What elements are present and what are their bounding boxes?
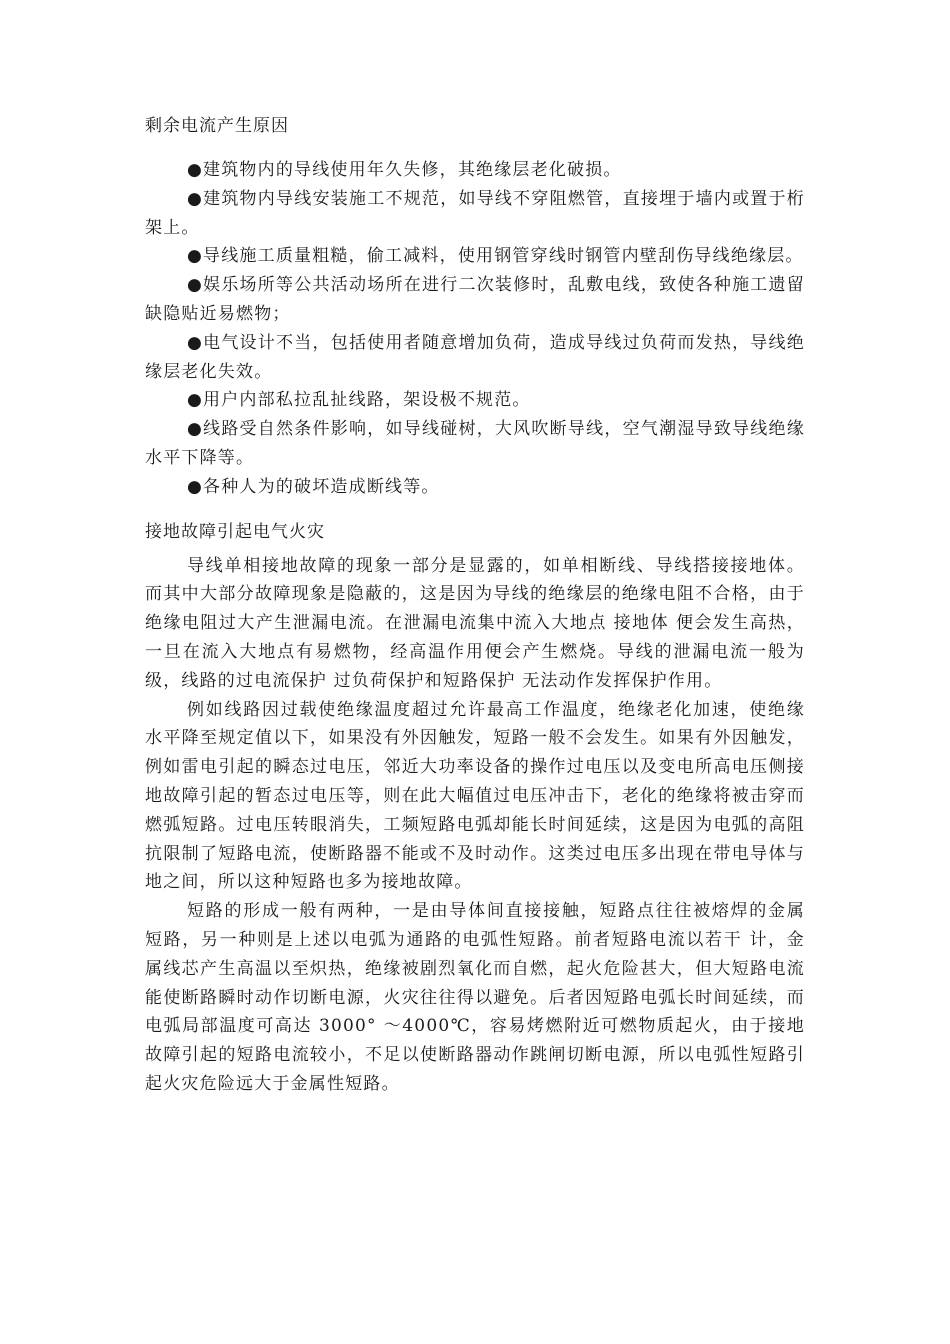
bullet-item: ●线路受自然条件影响，如导线碰树，大风吹断导线，空气潮湿导致导线绝缘水平下降等。 bbox=[145, 419, 805, 468]
section-title-ground-fault-fire: 接地故障引起电气火灾 bbox=[145, 521, 325, 542]
section-title-residual-current: 剩余电流产生原因 bbox=[145, 116, 289, 136]
bullet-item: ●娱乐场所等公共活动场所在进行二次装修时，乱敷电线，致使各种施工遗留缺隐贴近易燃物； bbox=[145, 275, 805, 324]
bullet-item: ●电气设计不当，包括使用者随意增加负荷，造成导线过负荷而发热，导线绝缘层老化失效。 bbox=[145, 332, 805, 382]
document-page bbox=[145, 112, 805, 1099]
body-text bbox=[145, 552, 805, 1099]
bullet-item: ●建筑物内的导线使用年久失修，其绝缘层老化破损。 bbox=[187, 160, 622, 180]
paragraph: 短路的形成一般有两种，一是由导体间直接接触，短路点往往被熔焊的金属短路，另一种则是上述以电弧为通路的电弧性短路。前者短路电流以若干 计，金属线芯产生高温以至炽热，绝缘被剧烈氧化而自燃，起火危险甚大，但大短路电流能使断路瞬时动作切断电源，火灾往往得以避免。后者因短路电弧长时间延续，而电弧局部温度可高达 3000° ～4000℃，容易烤燃附近可燃物质起火，由于接地故障引起的短路电流较小，不足以使断路器动作跳闸切断电源，所以电弧性短路引起火灾危险远大于金属性短路。 bbox=[145, 901, 805, 1094]
bullet-item: ●各种人为的破坏造成断线等。 bbox=[187, 476, 440, 497]
paragraph: 导线单相接地故障的现象一部分是显露的，如单相断线、导线搭接接地体。而其中大部分故障现象是隐蔽的，这是因为导线的绝缘层的绝缘电阻不合格，由于绝缘电阻过大产生泄漏电流。在泄漏电流集中流入大地点 接地体 便会发生高热，一旦在流入大地点有易燃物，经高温作用便会产生燃烧。导线的泄漏电流一般为 级，线路的过电流保护 过负荷保护和短路保护 无法动作发挥保护作用。 bbox=[145, 555, 805, 691]
bullet-item: ●用户内部私拉乱扯线路，架设极不规范。 bbox=[187, 390, 531, 411]
bullet-item: ●导线施工质量粗糙，偷工减料，使用钢管穿线时钢管内壁刮伤导线绝缘层。 bbox=[187, 246, 804, 267]
bullet-list bbox=[145, 156, 805, 502]
paragraph: 例如线路因过载使绝缘温度超过允许最高工作温度，绝缘老化加速，使绝缘水平降至规定值以下，如果没有外因触发，短路一般不会发生。如果有外因触发，例如雷电引起的瞬态过电压，邻近大功率设备的操作过电压以及变电所高电压侧接地故障引起的暂态过电压等，则在此大幅值过电压冲击下，老化的绝缘将被击穿而燃弧短路。过电压转眼消失，工频短路电弧却能长时间延续，这是因为电弧的高阻抗限制了短路电流，使断路器不能或不及时动作。这类过电压多出现在带电导体与地之间，所以这种短路也多为接地故障。 bbox=[145, 699, 805, 893]
bullet-item: ●建筑物内导线安装施工不规范，如导线不穿阻燃管，直接埋于墙内或置于桁架上。 bbox=[145, 188, 805, 238]
